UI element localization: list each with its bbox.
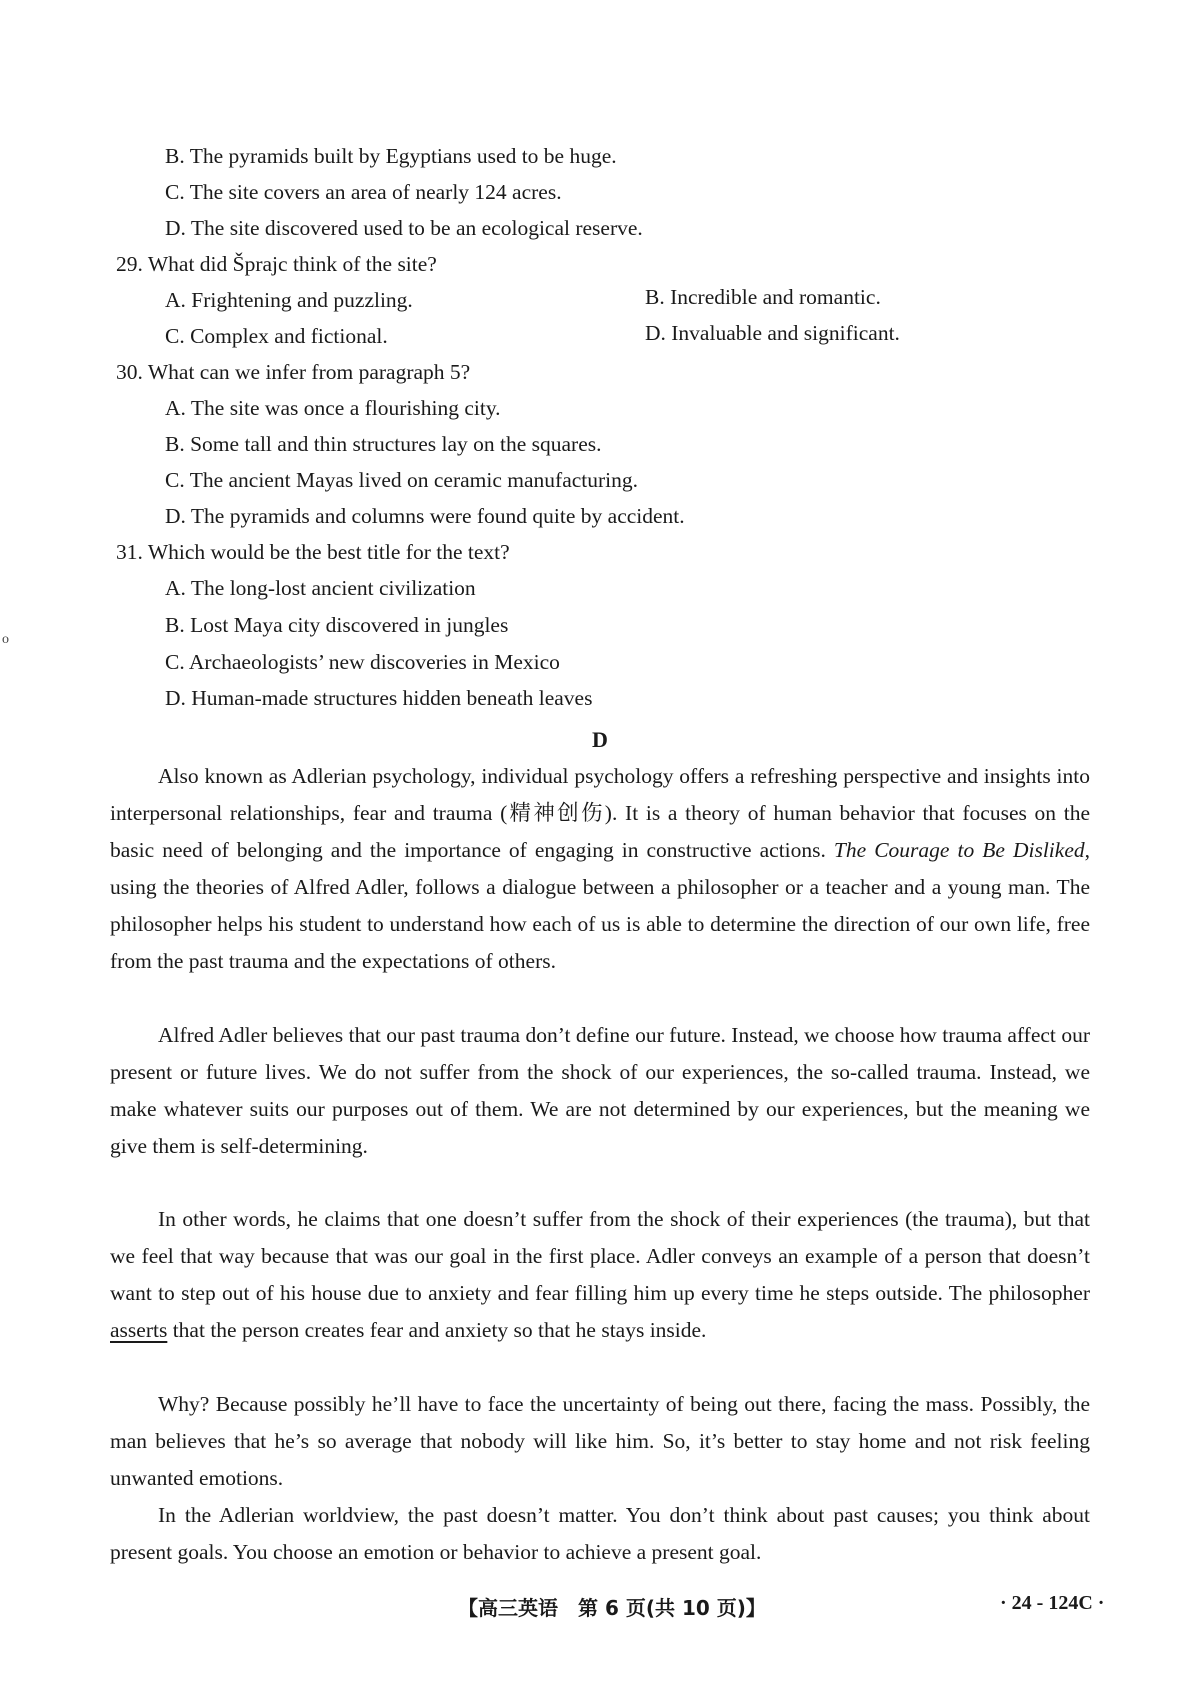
q28-option-c: C. The site covers an area of nearly 124 acres. — [165, 180, 562, 204]
q29-option-b: B. Incredible and romantic. — [645, 285, 881, 309]
p3-text-end: that the person creates fear and anxiety so that he stays inside. — [167, 1318, 707, 1342]
p3-text-start: In other words, he claims that one doesn’t suffer from the shock of their experiences (the trauma), but that we feel that way because that was our goal in the first place. Adler conveys an example of a person that doesn’t want to step out of his house due to anxiety and fear filling him up every time he steps outside. The philosopher — [110, 1207, 1090, 1305]
q29-stem: 29. What did Šprajc think of the site? — [116, 252, 437, 276]
passage-paragraph-4: Why? Because possibly he’ll have to face the uncertainty of being out there, facing the mass. Possibly, the man believes that he’s so average that nobody will like him. So, it’s better to stay home and not risk feeling unwanted emotions. — [110, 1392, 1090, 1490]
q29-option-c: C. Complex and fictional. — [165, 324, 388, 348]
book-title: The Courage to Be Disliked — [833, 838, 1085, 862]
p1-text-end: , using the theories of Alfred Adler, follows a dialogue between a philosopher or a teacher and a young man. The philosopher helps his student to understand how each of us is able to determine the direction of our own life, free from the past trauma and the expectations of others. — [110, 838, 1090, 973]
passage-paragraph-3 — [110, 1201, 1090, 1349]
q31-option-c: C. Archaeologists’ new discoveries in Mexico — [165, 650, 560, 674]
q31-option-d: D. Human-made structures hidden beneath leaves — [165, 686, 593, 710]
passage-paragraph-2: Alfred Adler believes that our past trauma don’t define our future. Instead, we choose how trauma affect our present or future lives. We do not suffer from the shock of our experiences, the so-called trauma. Instead, we make whatever suits our purposes out of them. We are not determined by our experiences, but the meaning we give them is self-determining. — [110, 1023, 1090, 1158]
q31-option-a: A. The long-lost ancient civilization — [165, 576, 476, 600]
q31-option-b: B. Lost Maya city discovered in jungles — [165, 613, 509, 637]
q30-option-c: C. The ancient Mayas lived on ceramic manufacturing. — [165, 468, 639, 492]
margin-mark: o — [2, 632, 9, 647]
paper-code: · 24 - 124C · — [1000, 1592, 1105, 1614]
underlined-word: asserts — [110, 1318, 168, 1342]
q30-option-a: A. The site was once a flourishing city. — [165, 396, 501, 420]
p1-text-start: Also known as Adlerian psychology, individual psychology offers a refreshing perspective and insights into interpersonal relationships, fear and trauma (精神创伤). It is a theory of human behavior that focuses on the basic need of belonging and the importance of engaging in constructive actions. — [110, 764, 1090, 862]
section-heading: D — [592, 727, 608, 752]
q28-option-d: D. The site discovered used to be an ecological reserve. — [165, 216, 643, 240]
q28-option-b: B. The pyramids built by Egyptians used to be huge. — [165, 144, 617, 168]
q30-option-d: D. The pyramids and columns were found quite by accident. — [165, 504, 685, 528]
q30-stem: 30. What can we infer from paragraph 5? — [116, 360, 471, 384]
q30-option-b: B. Some tall and thin structures lay on the squares. — [165, 432, 602, 456]
passage-paragraph-1 — [110, 758, 1090, 980]
q29-option-d: D. Invaluable and significant. — [645, 321, 900, 345]
passage-paragraph-5: In the Adlerian worldview, the past doesn’t matter. You don’t think about past causes; you think about present goals. You choose an emotion or behavior to achieve a present goal. — [110, 1503, 1090, 1564]
q31-stem: 31. Which would be the best title for the text? — [116, 540, 510, 564]
q29-option-a: A. Frightening and puzzling. — [165, 288, 413, 312]
page-footer: 【高三英语 第 6 页(共 10 页)】 — [458, 1596, 766, 1620]
